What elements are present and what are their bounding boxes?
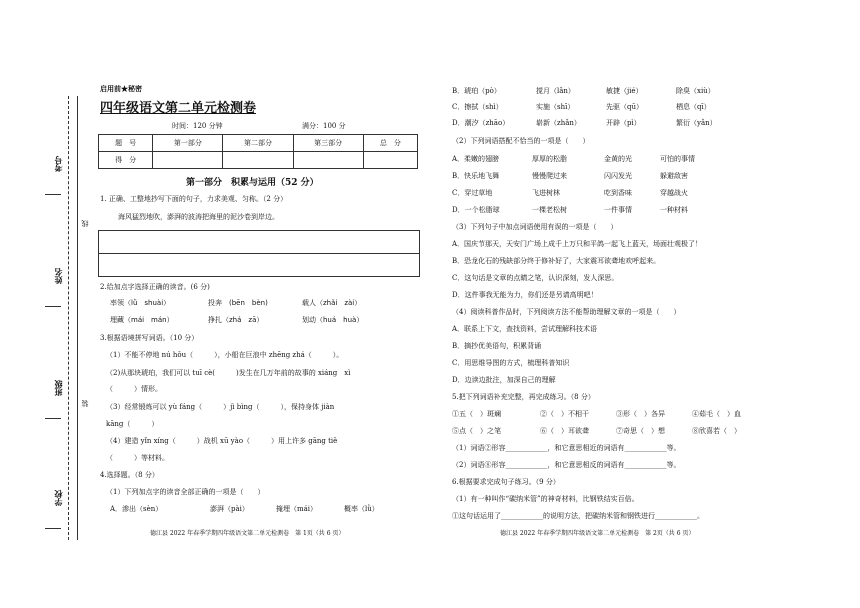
score-table-header-row bbox=[99, 135, 418, 152]
q4-1-option-c: C．擦拭（shì） bbox=[452, 103, 503, 111]
score-table-cell: 总 分 bbox=[363, 135, 417, 152]
label-name: 姓名 bbox=[53, 268, 63, 284]
q4-2-option-c: C．穿过草地 bbox=[452, 189, 493, 197]
q6-text: 6.根据要求完成句子练习。（9 分） bbox=[452, 478, 560, 486]
q4-1-option-b: 搅月（lǎn） bbox=[536, 87, 575, 95]
q4-2-option-c: 穿越战火 bbox=[660, 189, 688, 197]
q4-text: 4.选择题。（8 分） bbox=[100, 471, 159, 479]
q4-3-option-c: C．这句话是文章的点睛之笔，认识深刻，发人深思。 bbox=[452, 274, 619, 282]
q4-4-option-a: A．联系上下文，查找资料，尝试理解科技术语 bbox=[452, 325, 598, 333]
score-table-cell[interactable] bbox=[223, 152, 293, 169]
q4-2-option-b: B．快乐地飞舞 bbox=[452, 172, 500, 180]
exam-time: 时间：120 分钟 bbox=[172, 122, 223, 130]
q5-2-text: （2）词语⑧形容____________，和它意思相反的词语有____________等。 bbox=[452, 461, 681, 469]
score-table-cell: 得 分 bbox=[99, 152, 153, 169]
q4-2-option-a: 可怕的事情 bbox=[660, 155, 695, 163]
q3-text: 3.根据语境拼写词语。（10 分） bbox=[100, 334, 199, 342]
score-table bbox=[98, 134, 418, 169]
score-table-score-row bbox=[99, 152, 418, 169]
q5-text: 5.把下列词语补充完整，再完成练习。（8 分） bbox=[452, 393, 595, 401]
q4-4-option-d: D．边读边批注，加深自己的理解 bbox=[452, 376, 556, 384]
q4-1-option-b: 敏捷（jié） bbox=[606, 87, 643, 95]
q4-1-option-d: 开辟（pì） bbox=[606, 119, 641, 127]
score-table-cell[interactable] bbox=[293, 152, 363, 169]
score-table-cell: 第二部分 bbox=[223, 135, 293, 152]
class-blank bbox=[45, 418, 61, 419]
score-table-cell: 题 号 bbox=[99, 135, 153, 152]
score-table-cell[interactable] bbox=[153, 152, 223, 169]
binding-solid-line bbox=[77, 96, 78, 540]
q2-option: 划动（huá huà） bbox=[302, 316, 364, 324]
q6-1a-text: ①这句话运用了____________的说明方法，把碳纳米管和钢铁进行____________。 bbox=[452, 512, 704, 520]
q4-4-text: （4）阅读科普作品时，下列阅读方法不能帮助理解文章的一项是（ ） bbox=[452, 308, 681, 316]
q2-option: 载人（zhǎi zài） bbox=[302, 299, 362, 307]
score-table-cell: 第三部分 bbox=[293, 135, 363, 152]
q3-item: （4）建造 yǐn xíng（ ）战机 xū yào（ ）用上许多 gāng tiě bbox=[106, 437, 338, 445]
label-class: 班级 bbox=[53, 380, 63, 396]
q5-1-text: （1）词语②形容____________，和它意思相近的词语有____________等。 bbox=[452, 444, 681, 452]
q5-word: ①五（ ）斑斓 bbox=[452, 410, 501, 418]
q4-2-option-d: 一种材料 bbox=[660, 206, 688, 214]
label-exam-number: 考号 bbox=[53, 156, 63, 172]
q4-1-option-c: 先驱（qū） bbox=[606, 103, 643, 111]
q4-1-option-a: A．渗出（sèn） bbox=[110, 505, 163, 513]
q4-1-text: （1）下列加点字的读音全部正确的一项是（ ） bbox=[106, 488, 265, 496]
q4-1-option-d: 崭新（zhǎn） bbox=[536, 119, 581, 127]
q5-word: ⑤点（ ）之笔 bbox=[452, 427, 501, 435]
q4-3-option-d: D．这件事我无能为力，你们还是另请高明吧！ bbox=[452, 291, 598, 299]
score-table-cell[interactable] bbox=[363, 152, 417, 169]
left-footer: 德江县 2022 年春季学期四年级语文第二单元检测卷 第 1页（共 6 页） bbox=[150, 530, 345, 537]
q5-word: ⑧欣喜若（ ） bbox=[692, 427, 741, 435]
q2-option: 挣扎（zhá zā） bbox=[208, 316, 264, 324]
q2-text: 2.给加点字选择正确的读音。(6 分) bbox=[100, 283, 210, 291]
binding-dashed-line bbox=[68, 96, 69, 540]
q5-word: ②（ ）不相干 bbox=[540, 410, 589, 418]
label-school: 学校 bbox=[53, 490, 63, 506]
q4-2-option-d: 一件事情 bbox=[604, 206, 632, 214]
seal-char-line: 线 bbox=[81, 220, 89, 227]
q4-1-option-d: D．潮汐（zhāo） bbox=[452, 119, 510, 127]
right-footer: 德江县 2022 年春季学期四年级语文第二单元检测卷 第 2页（共 6 页） bbox=[500, 530, 695, 537]
copy-box-2[interactable] bbox=[98, 253, 420, 277]
q3-item: （ ）等材料。 bbox=[106, 454, 169, 462]
q4-2-option-d: 一棵老松树 bbox=[532, 206, 567, 214]
q1-text: 1. 正确、工整地抄写下面的句子，力求美观、匀称。（2 分） bbox=[100, 195, 288, 203]
section1-heading: 第一部分 积累与运用（52 分） bbox=[186, 178, 319, 188]
school-blank bbox=[45, 528, 61, 529]
q2-option: 投奔 (bēn bèn) bbox=[208, 299, 268, 307]
q5-word: ③形（ ）各异 bbox=[616, 410, 665, 418]
q4-2-option-a: 金黄的光 bbox=[604, 155, 632, 163]
q3-item: （ ）情形。 bbox=[106, 385, 162, 393]
full-score: 满分：100 分 bbox=[302, 122, 346, 130]
q5-word: ④茹毛（ ）血 bbox=[692, 410, 741, 418]
q4-2-option-a: 厚厚的松脂 bbox=[532, 155, 567, 163]
q4-4-option-c: C．用思维导图的方式，梳理科普知识 bbox=[452, 359, 570, 367]
q4-1-option-b: 除臭（xiù） bbox=[676, 87, 715, 95]
q4-1-option-a: 澎湃（pài） bbox=[210, 505, 249, 513]
q4-4-option-b: B．摘抄优美语句，积累背诵 bbox=[452, 342, 542, 350]
secret-label: 启用前★秘密 bbox=[100, 84, 142, 93]
q4-2-option-b: 闪闪发光 bbox=[604, 172, 632, 180]
q4-3-option-a: A．国庆节那天，天安门广场上成千上万只和平鸽一起飞上蓝天，场面壮观极了！ bbox=[452, 240, 703, 248]
q4-3-text: （3）下列句子中加点词语使用有误的一项是（ ） bbox=[452, 223, 618, 231]
q4-2-option-b: 躲避敌害 bbox=[660, 172, 688, 180]
q1-sentence: 海风猛烈地吹，澎湃的波涛把海里的泥沙卷到岸边。 bbox=[118, 213, 279, 221]
q4-1-option-c: 实施（shī） bbox=[536, 103, 575, 111]
q4-2-option-c: 飞进树林 bbox=[532, 189, 560, 197]
q6-1-text: （1）有一种叫作“碳纳米管”的神奇材料，比钢铁结实百倍。 bbox=[452, 495, 639, 503]
q3-item: （3）经常锻炼可以 yù fáng（ ）jì bìng（ ），保持身体 jiàn bbox=[106, 403, 335, 411]
q3-item: （2)从那块琥珀，我们可以 tuī cè( )发生在几万年前的故事的 xiáng xì bbox=[106, 369, 351, 377]
q4-2-option-a: A．柔嫩的翅膀 bbox=[452, 155, 500, 163]
q5-word: ⑦奇思（ ）想 bbox=[616, 427, 665, 435]
q4-2-option-b: 慢慢爬过来 bbox=[532, 172, 567, 180]
q2-option: 率领（lǜ shuài） bbox=[110, 299, 171, 307]
q5-word: ⑥（ ）耳欲聋 bbox=[540, 427, 589, 435]
copy-box-1[interactable] bbox=[98, 230, 420, 254]
q3-item: （1）不能不停地 nú hǒu（ ），小船在巨浪中 zhēng zhá（ ）。 bbox=[106, 351, 344, 359]
q4-1-option-c: 栖息（qī） bbox=[676, 103, 711, 111]
page-title: 四年级语文第二单元检测卷 bbox=[100, 101, 257, 116]
score-table-cell: 第一部分 bbox=[153, 135, 223, 152]
q4-3-option-b: B．恐龙化石的残缺部分终于修补好了，大家震耳欲聋地欢呼起来。 bbox=[452, 257, 661, 265]
q4-1-option-d: 繁衍（yǎn） bbox=[676, 119, 717, 127]
q4-2-option-c: 吃到香味 bbox=[604, 189, 632, 197]
q2-option: 埋藏（mái mán） bbox=[110, 316, 174, 324]
seal-char-bind: 装 bbox=[81, 400, 89, 407]
q4-2-text: （2）下列词语搭配不恰当的一项是（ ） bbox=[452, 137, 590, 145]
q4-1-option-b: B．琥珀（pò） bbox=[452, 87, 501, 95]
q4-1-option-a: 概率（lǜ） bbox=[344, 505, 379, 513]
exam-number-blank bbox=[45, 194, 61, 195]
q3-item: kāng（ ） bbox=[106, 420, 159, 428]
q4-2-option-d: D．一个松脂球 bbox=[452, 206, 500, 214]
q4-1-option-a: 掩埋（mái） bbox=[276, 505, 318, 513]
name-blank bbox=[45, 306, 61, 307]
